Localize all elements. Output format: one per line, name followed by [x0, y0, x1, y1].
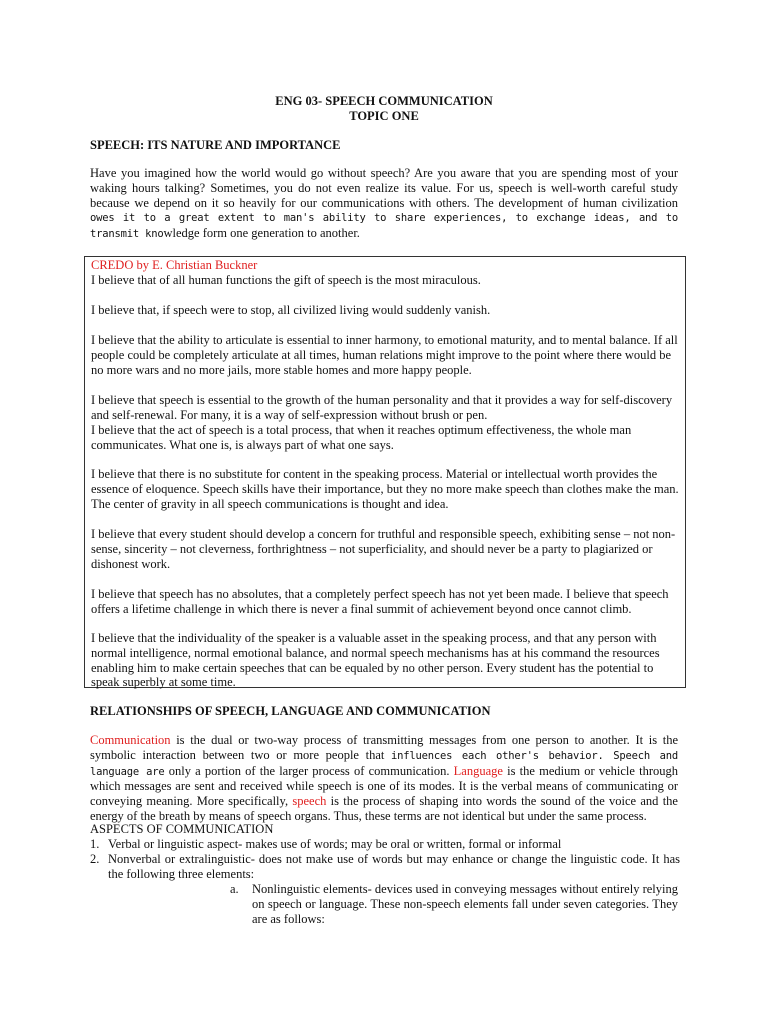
- credo-paragraph-2: I believe that, if speech were to stop, all civilized living would suddenly vanish.: [91, 303, 491, 317]
- section-heading-speech: SPEECH: ITS NATURE AND IMPORTANCE: [90, 138, 341, 152]
- term-communication: Communication: [90, 733, 171, 747]
- relationships-text-mono: influences each other's behavior. Speech and language are: [90, 749, 678, 778]
- credo-paragraph-6: I believe that there is no substitute for content in the speaking process. Material or intellectual worth provides the essence of eloquence. Speech skills have their importance, but they no more make speech than clothes make the man. The center of gravity in all speech communications is thought and idea.: [91, 467, 679, 511]
- section-heading-relationships: RELATIONSHIPS OF SPEECH, LANGUAGE AND COMMUNICATION: [90, 704, 491, 718]
- credo-paragraph-4: I believe that speech is essential to the growth of the human personality and that it provides a way for self-discovery and self-renewal. For many, it is a way of self-expression without brush or pen.: [91, 393, 673, 422]
- relationships-text-1: is the dual or two-way process of transmitting messages from one person to another. It is the symbolic interaction between two or more people that: [90, 733, 678, 762]
- credo-box: [84, 256, 686, 688]
- topic-title: TOPIC ONE: [349, 109, 419, 123]
- intro-text-2: owes it to a great extent to man's ability to share experiences, to exchange ideas, and to transmit kno: [90, 212, 678, 241]
- sub-list-item-nonlinguistic: Nonlinguistic elements- devices used in conveying messages without entirely relying on speech or language. These non-speech elements fall under seven categories. They are as follows:: [252, 882, 678, 926]
- term-speech: speech: [292, 794, 327, 809]
- aspects-heading: ASPECTS OF COMMUNICATION: [90, 822, 274, 836]
- relationships-text-2: only a portion of the larger process of communication.: [164, 763, 454, 778]
- credo-title: CREDO by E. Christian Buckner: [91, 258, 258, 272]
- term-language: Language: [453, 763, 503, 778]
- credo-paragraph-9: I believe that the individuality of the speaker is a valuable asset in the speaking process, and that any person with normal intelligence, normal emotional balance, and normal speech mechanisms has at his command the resources enabling him to make certain speeches that can be equaled by no other person. Every student has the potential to speak superbly at some time.: [91, 631, 660, 690]
- intro-paragraph: [90, 166, 678, 242]
- relationships-text-4: is the process of shaping into words the sound of the voice and the energy of the breath by means of speech organs. Thus, these terms are not identical but under the same process.: [90, 794, 678, 823]
- list-item-nonverbal: Nonverbal or extralinguistic- does not make use of words but may enhance or change the linguistic code. It has the following three elements:: [108, 852, 680, 881]
- credo-paragraph-3: I believe that the ability to articulate is essential to inner harmony, to emotional maturity, and to mental balance. If all people could be completely articulate at all times, human relations might improve to the point where there would be no more wars and no more jails, more stable homes and more happy people.: [91, 333, 678, 377]
- intro-text-3: wledge form one generation to another.: [163, 226, 360, 241]
- credo-paragraph-7: I believe that every student should develop a concern for truthful and responsible speech, exhibiting sense – not non-sense, sincerity – not cleverness, forthrightness – not superficiality, and should never be a party to plagiarized or dishonest work.: [91, 527, 676, 571]
- intro-text-1: Have you imagined how the world would go without speech? Are you aware that you are spending most of your waking hours talking? Sometimes, you do not even realize its value. For us, speech is well-worth careful study because we depend on it so heavily for our communications with others. The development of human civilization: [90, 166, 678, 210]
- credo-paragraph-1: I believe that of all human functions the gift of speech is the most miraculous.: [91, 273, 481, 287]
- relationships-paragraph: [90, 733, 678, 824]
- list-number-1: 1.: [90, 837, 100, 851]
- credo-paragraph-5: I believe that the act of speech is a total process, that when it reaches optimum effectiveness, the whole man communicates. What one is, is always part of what one says.: [91, 423, 632, 452]
- course-title: ENG 03- SPEECH COMMUNICATION: [275, 94, 493, 108]
- relationships-text-3: is the medium or vehicle through which messages are sent and received while speech is one of its modes. It is the verbal means of communicating or conveying meaning. More specifically,: [90, 763, 679, 809]
- sub-list-letter-a: a.: [230, 882, 239, 896]
- list-item-verbal: Verbal or linguistic aspect- makes use of words; may be oral or written, formal or informal: [108, 837, 562, 851]
- credo-paragraph-8: I believe that speech has no absolutes, that a completely perfect speech has not yet been made. I believe that speech offers a lifetime challenge in which there is never a final summit of achievement beyond once cannot climb.: [91, 587, 669, 616]
- list-number-2: 2.: [90, 852, 100, 866]
